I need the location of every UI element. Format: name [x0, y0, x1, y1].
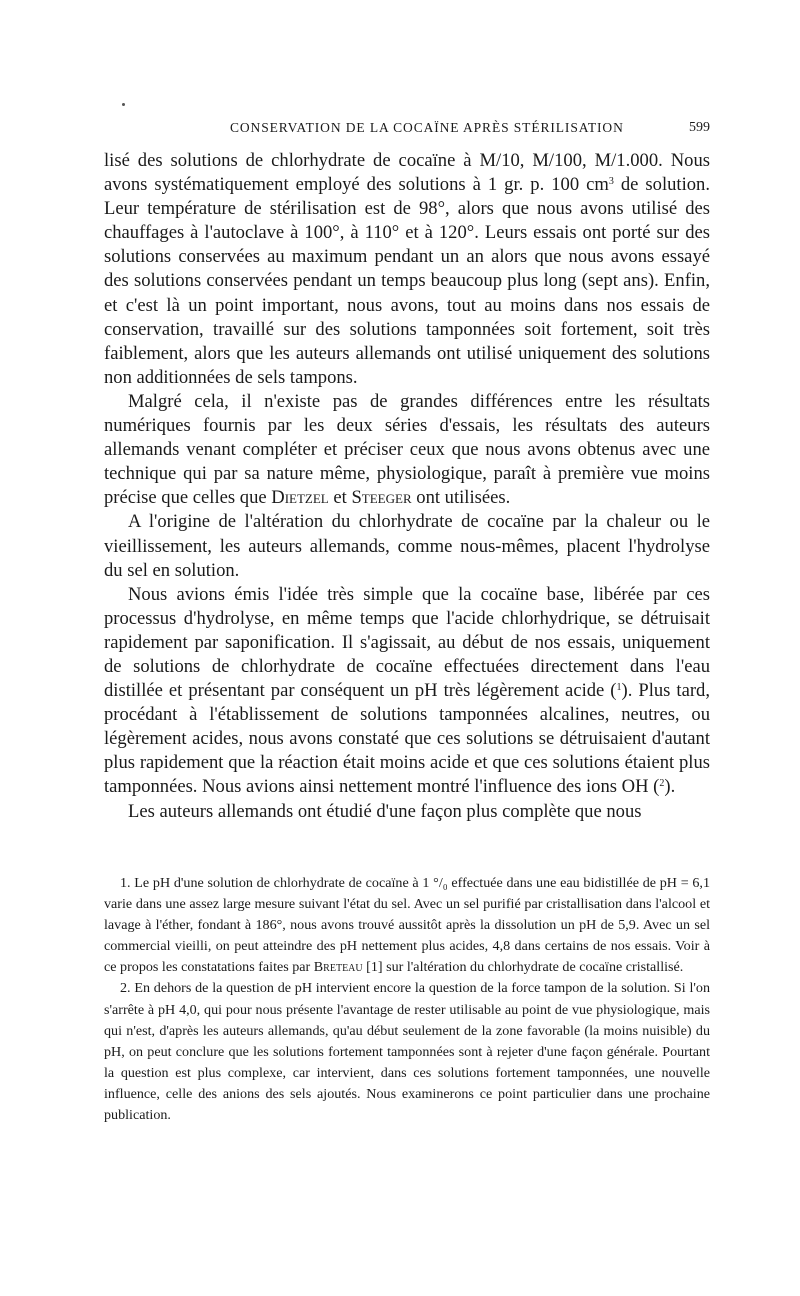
ink-dot	[122, 103, 125, 106]
paragraph-4-text-a: Nous avions émis l'idée très simple que la cocaïne base, libérée par ces processus d'hydrolyse, en même temps que l'acide chlorhydrique, se détruisait rapidement par saponification. Il s'agissait, au début de nos essais, uniquement de solutions de chlorhydrate de cocaïne effectuées directement dans l'eau distillée et présentant par conséquent un pH très légèrement acide (	[104, 583, 710, 702]
footnotes	[104, 873, 710, 1126]
paragraph-2-and: et	[328, 487, 352, 509]
superscript-3: 3	[608, 176, 614, 188]
paragraph-1	[104, 149, 710, 390]
paragraph-2-text-b: ont utilisées.	[411, 487, 511, 509]
footnote-1-text-a: 1. Le pH d'une solution de chlorhydrate de cocaïne à 1 °/₀ effectuée dans une eau bidistillée de pH = 6,1 varie dans une assez large mesure suivant l'état du sel. Avec un sel purifié par cristallisation dans l'alcool et lavage à l'éther, fondant à 186°, nous avons trouvé aussitôt après la dissolution un pH de 5,9. Avec un sel commercial vieilli, on peut atteindre des pH nettement plus acides, 4,8 dans certains de nos essais. Voir à ce propos les constatations faites par	[104, 875, 710, 976]
paragraph-2	[104, 390, 710, 510]
footnote-1	[104, 873, 710, 978]
author-steeger: Steeger	[351, 487, 412, 509]
page-number: 599	[689, 120, 710, 135]
paragraph-1-text-rest: de solution. Leur température de stérilisation est de 98°, alors que nous avons utilisé des chauffages à l'autoclave à 100°, à 110° et à 120°. Leurs essais ont porté sur des solutions conservées au maximum pendant un an alors que nous avons essayé des solutions conservées pendant un temps beaucoup plus long (sept ans). Enfin, et c'est là un point important, nous avons, tout au moins dans nos essais de conservation, travaillé sur des solutions tamponnées soit fortement, soit très faiblement, alors que les auteurs allemands ont utilisé uniquement des solutions non additionnées de sels tampons.	[104, 174, 710, 388]
footnote-ref-2[interactable]: 2	[659, 778, 665, 790]
paragraph-3: A l'origine de l'altération du chlorhydrate de cocaïne par la chaleur ou le vieillissement, les auteurs allemands, comme nous-mêmes, placent l'hydrolyse du sel en solution.	[104, 511, 710, 581]
author-dietzel: Dietzel	[271, 487, 329, 509]
paragraph-4-text-b: ). Plus tard, procédant à l'établissement de solutions tamponnées alcalines, neutres, ou légèrement acides, nous avons constaté que ces solutions se détruisaient d'autant plus rapidement que la réaction était moins acide et que ces solutions étaient plus tamponnées. Nous avions ainsi nettement montré l'influence des ions OH (	[104, 680, 710, 798]
paragraph-4	[104, 583, 710, 800]
footnote-1-text-b: [1] sur l'altération du chlorhydrate de cocaïne cristallisé.	[362, 959, 684, 976]
running-head-title: CONSERVATION DE LA COCAÏNE APRÈS STÉRILISATION	[230, 120, 624, 135]
footnote-ref-1[interactable]: 1	[616, 682, 622, 694]
footnote-2: 2. En dehors de la question de pH intervient encore la question de la force tampon de la solution. Si l'on s'arrête à pH 4,0, qui pour nous présente l'avantage de rester utilisable au point de vue physiologique, mais qui n'est, d'après les auteurs allemands, qu'au début seulement de la zone favorable (la moins nuisible) du pH, on peut conclure que les solutions fortement tamponnées sont à rejeter d'une façon générale. Pourtant la question est plus complexe, car intervient, dans ces solutions fortement tamponnées, une nouvelle influence, celle des anions des sels ajoutés. Nous examinerons ce point particulier dans une prochaine publication.	[104, 980, 710, 1124]
running-head	[100, 120, 710, 140]
body-text	[104, 149, 710, 824]
paragraph-2-text-a: Malgré cela, il n'existe pas de grandes différences entre les résultats numériques fournis par les deux séries d'essais, les résultats des auteurs allemands venant compléter et préciser ceux que nous avons obtenus avec une technique qui par sa nature même, physiologique, paraît à première vue moins précise que celles que	[104, 390, 710, 509]
author-breteau: Breteau	[313, 959, 363, 976]
paragraph-5: Les auteurs allemands ont étudié d'une façon plus complète que nous	[128, 800, 642, 822]
paragraph-4-text-c: ).	[664, 776, 676, 798]
paragraph-1-text: lisé des solutions de chlorhydrate de cocaïne à M/10, M/100, M/1.000. Nous avons systématiquement employé des solutions à 1 gr. p. 100 cm	[104, 150, 710, 196]
